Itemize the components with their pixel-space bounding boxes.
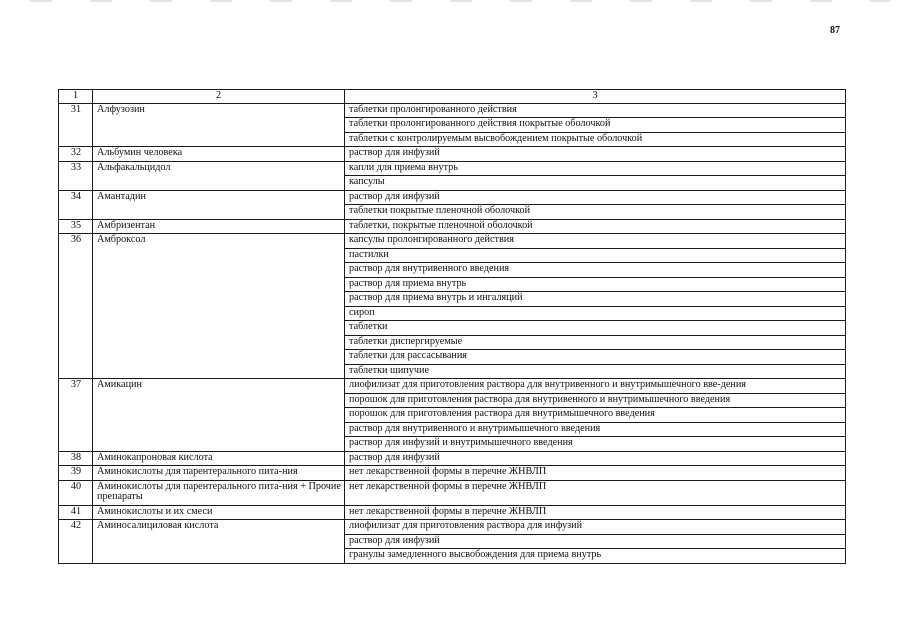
dosage-form: таблетки пролонгированного действия	[345, 103, 846, 118]
dosage-form: раствор для приема внутрь и ингаляций	[345, 292, 846, 307]
dosage-form: таблетки шипучие	[345, 364, 846, 379]
dosage-form: таблетки диспергируемые	[345, 335, 846, 350]
drug-name: Аминосалициловая кислота	[93, 520, 345, 564]
row-number: 32	[59, 147, 93, 162]
row-number: 33	[59, 161, 93, 190]
table-row	[59, 147, 846, 162]
dosage-form: порошок для приготовления раствора для внутривенного и внутримышечного введения	[345, 393, 846, 408]
drug-name: Амбризентан	[93, 219, 345, 234]
drug-name: Аминокислоты для парентерального пита-ния + Прочие препараты	[93, 480, 345, 505]
row-number: 42	[59, 520, 93, 564]
dosage-form: раствор для внутривенного введения	[345, 263, 846, 278]
dosage-form: таблетки	[345, 321, 846, 336]
dosage-form: раствор для приема внутрь	[345, 277, 846, 292]
medication-table	[58, 89, 846, 564]
dosage-form: таблетки с контролируемым высвобождением покрытые оболочкой	[345, 132, 846, 147]
table-row	[59, 219, 846, 234]
dosage-form: таблетки пролонгированного действия покрытые оболочкой	[345, 118, 846, 133]
table-row	[59, 103, 846, 118]
table-body	[59, 103, 846, 563]
table-row	[59, 451, 846, 466]
drug-name: Алфузозин	[93, 103, 345, 147]
dosage-form: раствор для инфузий	[345, 190, 846, 205]
dosage-form: нет лекарственной формы в перечне ЖНВЛП	[345, 505, 846, 520]
drug-name: Аминокислоты и их смеси	[93, 505, 345, 520]
drug-name: Амброксол	[93, 234, 345, 379]
dosage-form: капсулы	[345, 176, 846, 191]
table-row	[59, 480, 846, 505]
dosage-form: капсулы пролонгированного действия	[345, 234, 846, 249]
dosage-form: раствор для внутривенного и внутримышечного введения	[345, 422, 846, 437]
row-number: 34	[59, 190, 93, 219]
table-row	[59, 505, 846, 520]
row-number: 39	[59, 466, 93, 481]
drug-name: Альбумин человека	[93, 147, 345, 162]
dosage-form: капли для приема внутрь	[345, 161, 846, 176]
row-number: 31	[59, 103, 93, 147]
dosage-form: лиофилизат для приготовления раствора для инфузий	[345, 520, 846, 535]
row-number: 36	[59, 234, 93, 379]
row-number: 37	[59, 379, 93, 452]
drug-name: Аминокислоты для парентерального пита-ния	[93, 466, 345, 481]
page-number: 87	[830, 25, 840, 36]
drug-name: Альфакальцидол	[93, 161, 345, 190]
dosage-form: лиофилизат для приготовления раствора для внутривенного и внутримышечного вве-дения	[345, 379, 846, 394]
table-row	[59, 234, 846, 249]
dosage-form: раствор для инфузий	[345, 451, 846, 466]
table-row	[59, 190, 846, 205]
dosage-form: пастилки	[345, 248, 846, 263]
header-col-1: 1	[59, 90, 93, 104]
header-col-2: 2	[93, 90, 345, 104]
table-row	[59, 379, 846, 394]
drug-name: Амикацин	[93, 379, 345, 452]
table-row	[59, 520, 846, 535]
dosage-form: таблетки, покрытые пленочной оболочкой	[345, 219, 846, 234]
row-number: 40	[59, 480, 93, 505]
row-number: 41	[59, 505, 93, 520]
row-number: 38	[59, 451, 93, 466]
table-header-row	[59, 90, 846, 104]
row-number: 35	[59, 219, 93, 234]
dosage-form: раствор для инфузий и внутримышечного введения	[345, 437, 846, 452]
dosage-form: сироп	[345, 306, 846, 321]
dosage-form: порошок для приготовления раствора для внутримышечного введения	[345, 408, 846, 423]
dosage-form: нет лекарственной формы в перечне ЖНВЛП	[345, 466, 846, 481]
dosage-form: нет лекарственной формы в перечне ЖНВЛП	[345, 480, 846, 505]
scan-edge-artifact	[30, 0, 890, 2]
dosage-form: раствор для инфузий	[345, 534, 846, 549]
dosage-form: гранулы замедленного высвобождения для приема внутрь	[345, 549, 846, 564]
table-row	[59, 466, 846, 481]
drug-name: Аминокапроновая кислота	[93, 451, 345, 466]
table-row	[59, 161, 846, 176]
dosage-form: таблетки покрытые пленочной оболочкой	[345, 205, 846, 220]
drug-name: Амантадин	[93, 190, 345, 219]
dosage-form: раствор для инфузий	[345, 147, 846, 162]
dosage-form: таблетки для рассасывания	[345, 350, 846, 365]
header-col-3: 3	[345, 90, 846, 104]
